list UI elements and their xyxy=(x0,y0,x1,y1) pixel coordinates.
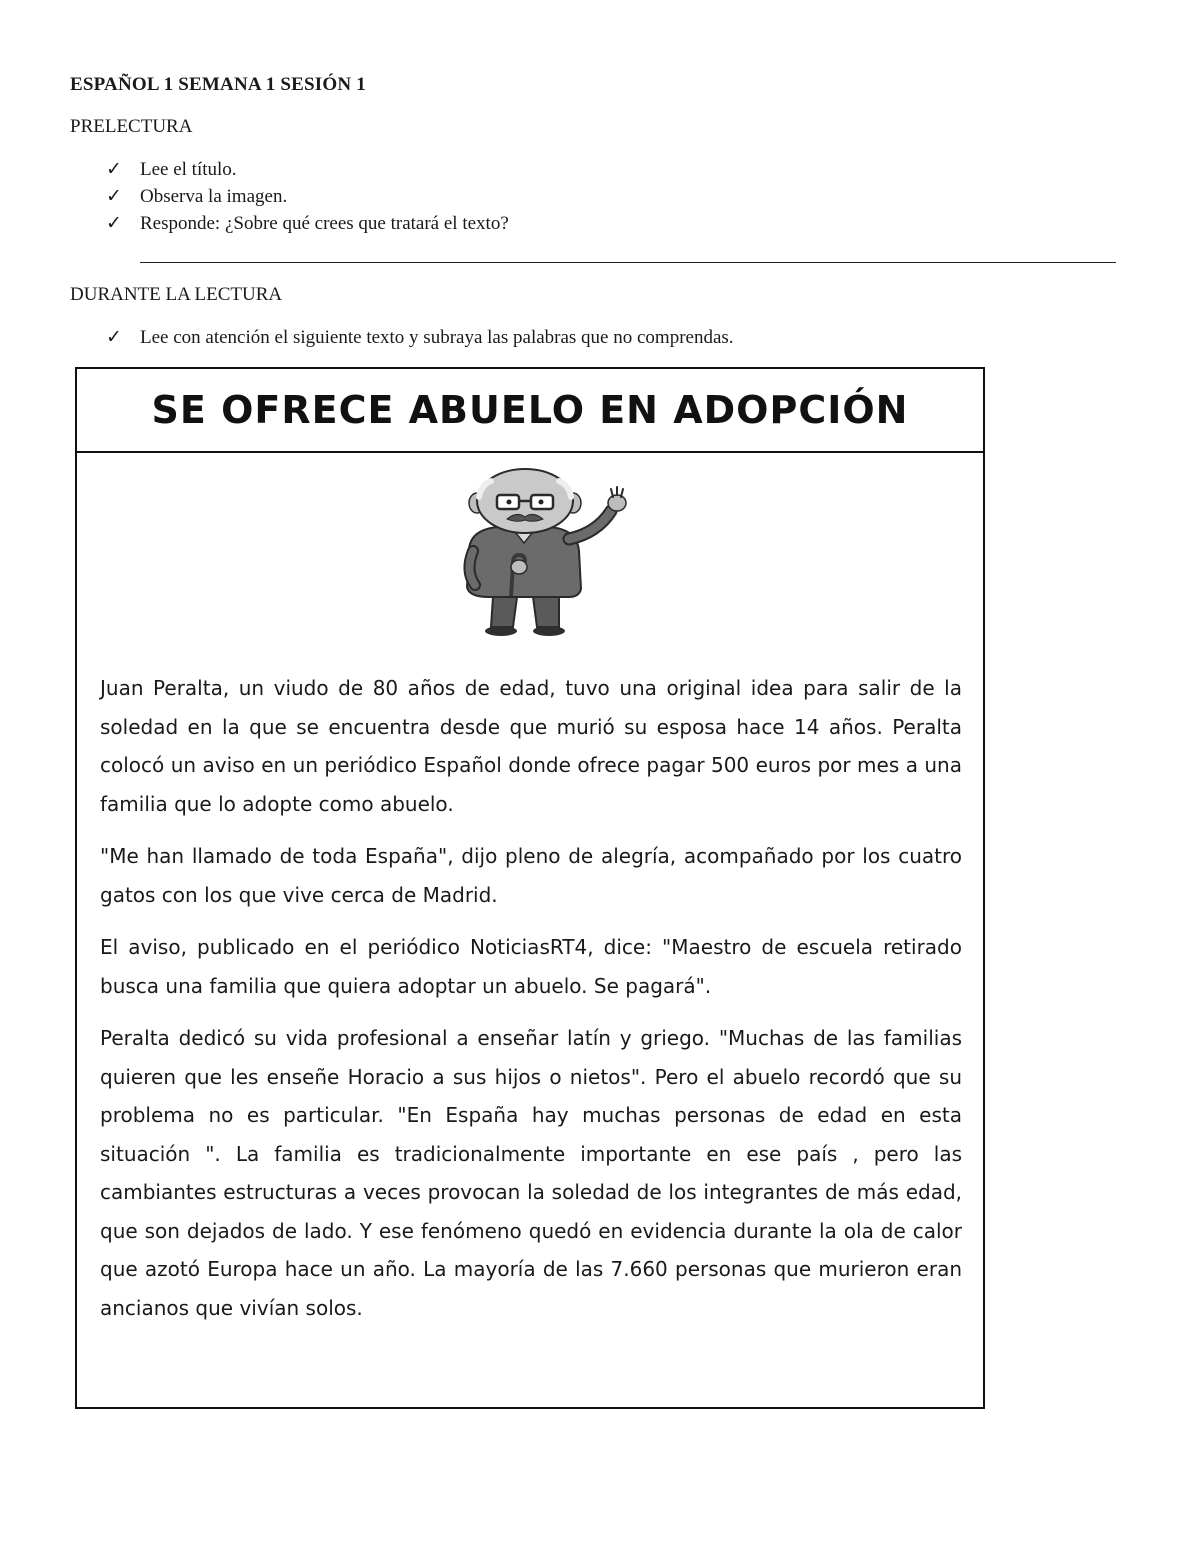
list-item-text: Lee el título. xyxy=(140,159,237,180)
list-item-text: Lee con atención el siguiente texto y subraya las palabras que no comprendas. xyxy=(140,327,734,348)
paragraph: Juan Peralta, un viudo de 80 años de edad, tuvo una original idea para salir de la soledad en la que se encuentra desde que murió su esposa hace 14 años. Peralta colocó un aviso en un periódico Español donde ofrece pagar 500 euros por mes a una familia que lo adopte como abuelo. xyxy=(100,676,962,816)
prereading-label: PRELECTURA xyxy=(70,116,193,137)
grandfather-illustration xyxy=(429,467,639,637)
list-item xyxy=(106,324,734,351)
prereading-checklist xyxy=(106,156,509,237)
check-icon: ✓ xyxy=(106,212,122,234)
grandfather-icon xyxy=(429,467,639,637)
list-item xyxy=(106,156,509,183)
check-icon: ✓ xyxy=(106,326,122,348)
list-item-text: Observa la imagen. xyxy=(140,186,288,207)
during-reading-label: DURANTE LA LECTURA xyxy=(70,284,283,305)
paragraph: El aviso, publicado en el periódico NoticiasRT4, dice: "Maestro de escuela retirado busca una familia que quiera adoptar un abuelo. Se pagará". xyxy=(100,935,962,998)
paragraph: Peralta dedicó su vida profesional a enseñar latín y griego. "Muchas de las familias quieren que les enseñe Horacio a sus hijos o nietos". Pero el abuelo recordó que su problema no es particular. "En España hay muchas personas de edad en esta situación ". La familia es tradicionalmente importante en ese país , pero las cambiantes estructuras a veces provocan la soledad de los integrantes de más edad, que son dejados de lado. Y ese fenómeno quedó en evidencia durante la ola de calor que azotó Europa hace un año. La mayoría de las 7.660 personas que murieron eran ancianos que vivían solos. xyxy=(100,1026,962,1320)
page-title: ESPAÑOL 1 SEMANA 1 SESIÓN 1 xyxy=(70,74,366,95)
reading-title: SE OFRECE ABUELO EN ADOPCIÓN xyxy=(77,369,983,453)
list-item-text: Responde: ¿Sobre qué crees que tratará el texto? xyxy=(140,213,509,234)
list-item xyxy=(106,183,509,210)
list-item xyxy=(106,210,509,237)
answer-line[interactable] xyxy=(140,262,1116,263)
check-icon: ✓ xyxy=(106,185,122,207)
reading-box xyxy=(75,367,985,1409)
article-body xyxy=(100,669,962,1341)
during-reading-checklist xyxy=(106,324,734,351)
paragraph: "Me han llamado de toda España", dijo pleno de alegría, acompañado por los cuatro gatos con los que vive cerca de Madrid. xyxy=(100,844,962,907)
check-icon: ✓ xyxy=(106,158,122,180)
